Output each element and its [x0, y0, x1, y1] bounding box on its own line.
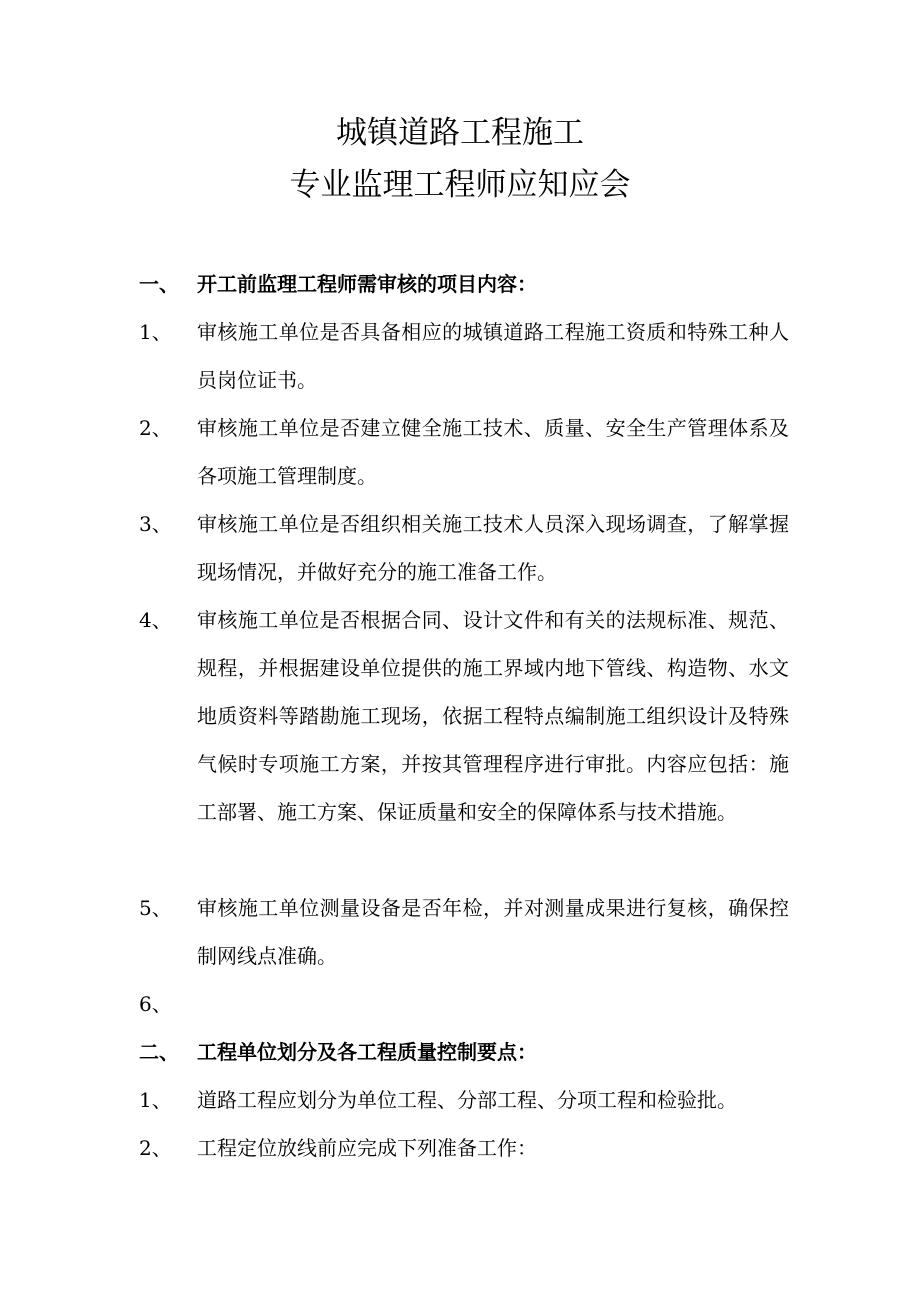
document-subtitle: 专业监理工程师应知应会 — [289, 167, 631, 203]
item-text: 道路工程应划分为单位工程、分部工程、分项工程和检验批。 — [197, 1088, 737, 1112]
list-item — [139, 500, 789, 596]
item-number: 6、 — [139, 992, 172, 1016]
item-number: 1、 — [139, 320, 172, 344]
list-item — [139, 1124, 789, 1172]
list-item — [139, 884, 789, 980]
item-text: 审核施工单位是否具备相应的城镇道路工程施工资质和特殊工种人员岗位证书。 — [197, 320, 789, 392]
section-number: 二、 — [139, 1040, 179, 1064]
list-item — [139, 596, 789, 836]
section-heading — [139, 1028, 789, 1076]
section-heading-text: 开工前监理工程师需审核的项目内容： — [197, 272, 537, 296]
item-number: 1、 — [139, 1088, 172, 1112]
item-number: 3、 — [139, 512, 172, 536]
item-number: 2、 — [139, 416, 172, 440]
item-number: 4、 — [139, 608, 172, 632]
item-text: 工程定位放线前应完成下列准备工作： — [197, 1136, 537, 1160]
section-heading — [139, 260, 789, 308]
item-number: 5、 — [139, 896, 172, 920]
item-text: 审核施工单位是否组织相关施工技术人员深入现场调查，了解掌握现场情况，并做好充分的施工准备工作。 — [197, 512, 789, 584]
list-item — [139, 308, 789, 404]
list-item — [139, 404, 789, 500]
section-number: 一、 — [139, 272, 179, 296]
document-title: 城镇道路工程施工 — [336, 115, 584, 151]
item-text: 审核施工单位是否建立健全施工技术、质量、安全生产管理体系及各项施工管理制度。 — [197, 416, 789, 488]
item-text: 审核施工单位测量设备是否年检，并对测量成果进行复核，确保控制网线点准确。 — [197, 896, 789, 968]
item-text: 审核施工单位是否根据合同、设计文件和有关的法规标准、规范、规程，并根据建设单位提供的施工界域内地下管线、构造物、水文地质资料等踏勘施工现场，依据工程特点编制施工组织设计及特殊气候时专项施工方案，并按其管理程序进行审批。内容应包括：施工部署、施工方案、保证质量和安全的保障体系与技术措施。 — [197, 608, 789, 824]
section-heading-text: 工程单位划分及各工程质量控制要点： — [197, 1040, 537, 1064]
list-item — [139, 1076, 789, 1124]
item-number: 2、 — [139, 1136, 172, 1160]
